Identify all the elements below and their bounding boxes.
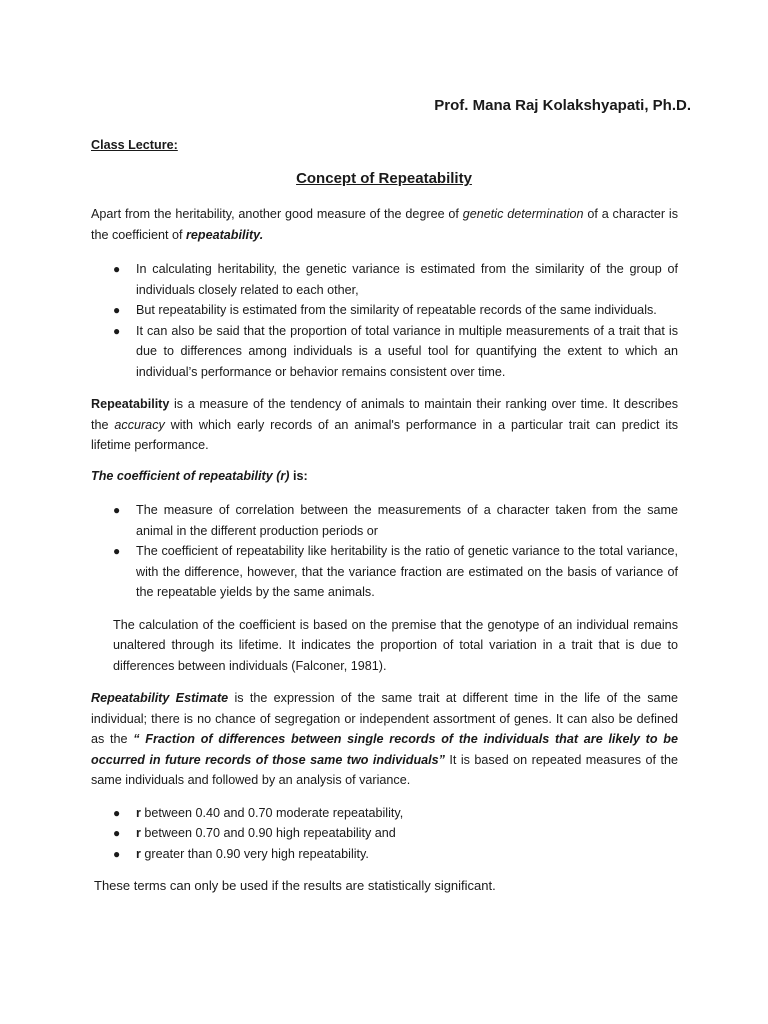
list-item: ● In calculating heritability, the genetic variance is estimated from the similarity of the group of individuals closely related to each other, xyxy=(91,259,678,300)
bullet-icon: ● xyxy=(113,846,121,861)
repeatability-paragraph: Repeatability is a measure of the tendency of animals to maintain their ranking over time. It describes the accuracy with which early records of an animal's performance in a particular trait can predict its lifetime performance. xyxy=(91,397,679,452)
bullet-icon: ● xyxy=(113,805,121,820)
bullet-icon: ● xyxy=(113,303,121,317)
repeatability-estimate-paragraph: Repeatability Estimate is the expression of the same trait at different time in the life of the same individual; there is no chance of segregation or independent assortment of genes. It can also be defined as the “ Fraction of differences between single records of the individuals that are likely to be occurred in future records of those same two individuals” It is based on repeated measures of the same individuals and followed by an analysis of variance. xyxy=(91,691,678,787)
repeatability-range-list xyxy=(91,803,678,865)
list-item: ● But repeatability is estimated from the similarity of repeatable records of the same individuals. xyxy=(91,300,678,321)
bullet-icon: ● xyxy=(113,503,121,517)
bullet-icon: ● xyxy=(113,826,121,840)
list-item: ● r between 0.40 and 0.70 moderate repeatability, xyxy=(91,803,678,824)
class-lecture-label: Class Lecture: xyxy=(91,138,178,152)
calculation-paragraph: The calculation of the coefficient is based on the premise that the genotype of an individual remains unaltered through its lifetime. It indicates the proportion of total variation in a trait that is due to differences between individuals (Falconer, 1981). xyxy=(113,617,678,673)
bullet-icon: ● xyxy=(113,544,121,558)
list-item: ● The coefficient of repeatability like heritability is the ratio of genetic variance to the total variance, with the difference, however, that the variance fraction are estimated on the basis of variance of the repeatable yields by the same animals. xyxy=(91,541,678,603)
list-item: ● r greater than 0.90 very high repeatability. xyxy=(91,844,678,865)
final-note: These terms can only be used if the results are statistically significant. xyxy=(94,878,496,893)
coefficient-bullet-list xyxy=(91,500,678,603)
coefficient-heading: The coefficient of repeatability (r) is: xyxy=(91,468,308,483)
author-name: Prof. Mana Raj Kolakshyapati, Ph.D. xyxy=(434,97,691,114)
bullet-icon: ● xyxy=(113,323,121,338)
bullet-icon: ● xyxy=(113,262,121,276)
list-item: ● It can also be said that the proportion of total variance in multiple measurements of a trait that is due to differences among individuals is a useful tool for quantifying the extent to which an individual’s performance or behavior remains consistent over time. xyxy=(91,321,678,383)
document-title: Concept of Repeatability xyxy=(296,170,472,187)
heritability-bullet-list xyxy=(91,259,678,382)
list-item: ● r between 0.70 and 0.90 high repeatability and xyxy=(91,823,678,844)
body-text xyxy=(91,204,678,897)
list-item: ● The measure of correlation between the measurements of a character taken from the same animal in the different production periods or xyxy=(91,500,678,541)
intro-paragraph: Apart from the heritability, another good measure of the degree of genetic determination of a character is the coefficient of repeatability. xyxy=(91,207,678,242)
